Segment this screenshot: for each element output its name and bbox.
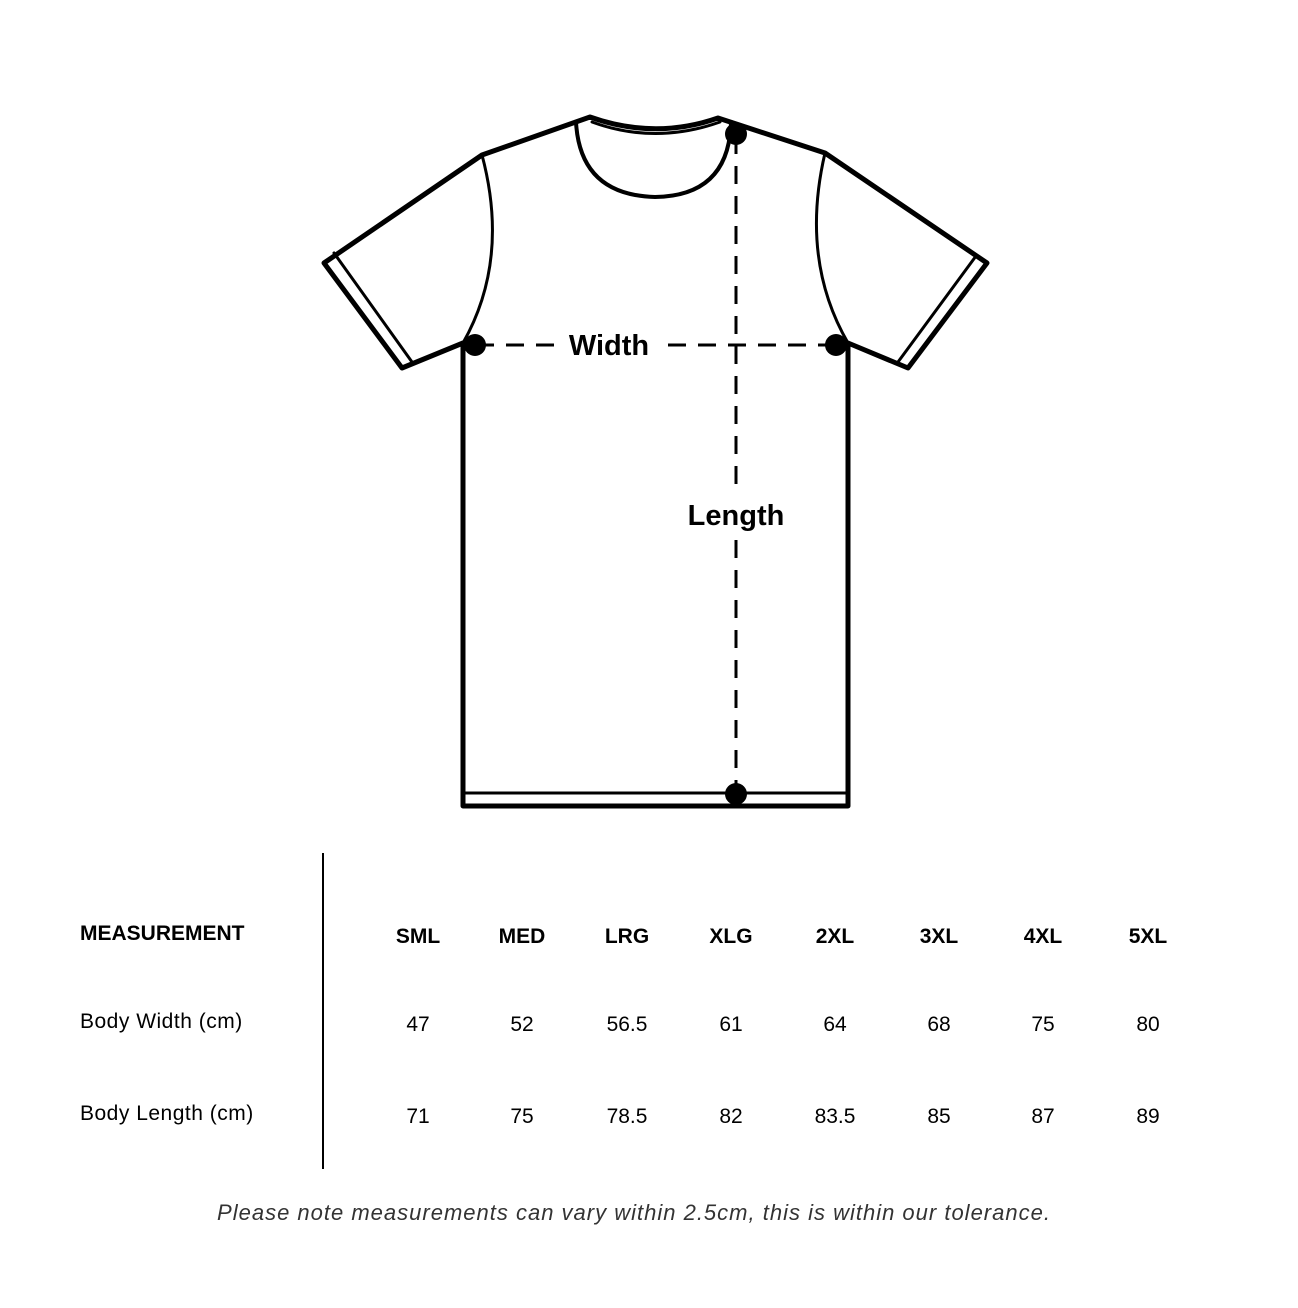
width-label: Width <box>568 330 650 362</box>
row-label: Body Width (cm) <box>80 1010 243 1033</box>
table-cell: 85 <box>927 1105 951 1128</box>
size-header: MED <box>498 925 546 948</box>
length-point-top <box>725 123 747 145</box>
tolerance-note: Please note measurements can vary within 2.5cm, this is within our tolerance. <box>217 1200 1051 1225</box>
table-cell: 52 <box>510 1013 534 1036</box>
size-header: 2XL <box>815 925 855 948</box>
size-header: LRG <box>604 925 650 948</box>
tshirt-outline <box>324 117 987 806</box>
table-divider <box>322 853 324 1169</box>
table-cell: 68 <box>927 1013 951 1036</box>
row-label: Body Length (cm) <box>80 1102 254 1125</box>
table-cell: 78.5 <box>606 1105 648 1128</box>
length-point-bottom <box>725 783 747 805</box>
table-cell: 71 <box>406 1105 430 1128</box>
size-header: 5XL <box>1128 925 1168 948</box>
size-header: 3XL <box>919 925 959 948</box>
table-cell: 87 <box>1031 1105 1055 1128</box>
table-cell: 89 <box>1136 1105 1160 1128</box>
table-cell: 82 <box>719 1105 743 1128</box>
table-cell: 75 <box>1031 1013 1055 1036</box>
length-label: Length <box>687 500 785 532</box>
size-chart-table <box>0 850 1298 1180</box>
table-cell: 83.5 <box>814 1105 856 1128</box>
measurement-header: MEASUREMENT <box>80 922 245 945</box>
table-cell: 61 <box>719 1013 743 1036</box>
width-point-left <box>464 334 486 356</box>
table-cell: 75 <box>510 1105 534 1128</box>
table-cell: 56.5 <box>606 1013 648 1036</box>
measurement-points <box>464 123 847 805</box>
size-header: 4XL <box>1023 925 1063 948</box>
table-cell: 64 <box>823 1013 847 1036</box>
table-cell: 47 <box>406 1013 430 1036</box>
table-cell: 80 <box>1136 1013 1160 1036</box>
size-header: SML <box>395 925 441 948</box>
measurement-lines <box>476 136 835 793</box>
size-header: XLG <box>709 925 753 948</box>
width-point-right <box>825 334 847 356</box>
